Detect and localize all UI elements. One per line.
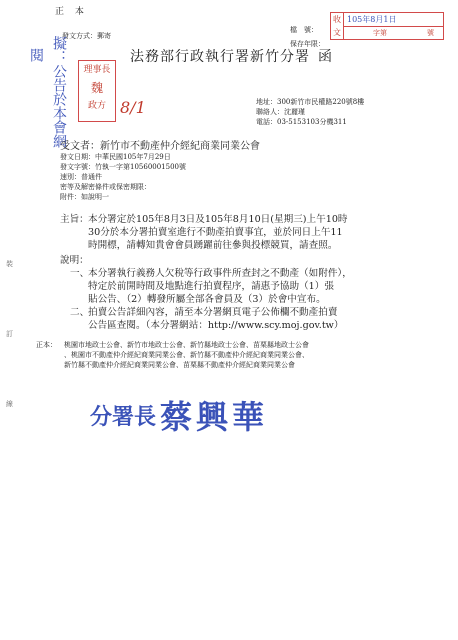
stamp-date: 105年8月1日 (347, 15, 397, 24)
issue-date: 發文日期：中華民國105年7月29日 (60, 153, 171, 161)
seal-line-3: 政方 (87, 101, 106, 111)
explanation-item-1-line-1: 本分署執行義務人欠稅等行政事件所查封之不動產（如附件）， (88, 268, 352, 279)
cc-label: 正本： (36, 341, 57, 349)
contact-phone: 電話：03-5153103分機311 (256, 118, 347, 126)
handwritten-instruction: 擬：公告於本會網 (51, 36, 67, 148)
explanation-item-1-line-2: 特定於前開時間及地點進行拍賣程序，請惠予協助（1）張 (88, 281, 334, 292)
file-number-label: 檔 號： (290, 26, 318, 34)
chairman-seal (78, 60, 116, 122)
document-type: 函 (318, 49, 333, 65)
binding-mark-3: 線 (6, 400, 13, 408)
received-stamp (330, 12, 444, 40)
agency-title: 法務部行政執行署新竹分署 (130, 49, 310, 65)
subject-line-2: 30分於本分署拍賣室進行不動產拍賣事宜，並於同日上午11 (88, 227, 343, 238)
stamp-number: 號 (427, 29, 434, 37)
attachment: 附件：如說明一 (60, 193, 109, 201)
subject-line-3: 時開標，請轉知貴會會員踴躍前往參與投標競買，請查照。 (88, 240, 338, 251)
document-grade: 正 本 (55, 7, 88, 17)
explanation-label: 說明： (60, 255, 89, 266)
recipient-name: 新竹市不動產仲介經紀商業同業公會 (100, 141, 260, 152)
issue-number: 發文字號：竹執一字第10560001500號 (60, 163, 186, 171)
security-level: 密等及解密條件或保密期限： (60, 183, 151, 191)
read-mark: 閱 (28, 48, 44, 62)
signature-name: 蔡興華 (160, 398, 269, 436)
cc-line-3: 新竹縣不動產仲介經紀商業同業公會、苗栗縣不動產仲介經紀商業同業公會 (64, 361, 295, 369)
stamp-word: 字第 (373, 29, 387, 37)
recipient-label: 受文者： (60, 141, 100, 152)
contact-address: 地址：300新竹市民權路220號8樓 (256, 98, 365, 106)
explanation-item-2-number: 二、 (70, 307, 90, 318)
speed-class: 速別：普通件 (60, 173, 102, 181)
binding-mark-1: 裝 (6, 260, 13, 268)
subject-label: 主旨： (60, 214, 89, 225)
seal-line-1: 理事長 (83, 65, 111, 75)
cc-line-1: 桃園市地政士公會、新竹市地政士公會、新竹縣地政士公會、苗栗縣地政士公會 (64, 341, 309, 349)
explanation-item-2-line-2: 公告區查閱。（本分署網站：http://www.scy.moj.gov.tw） (88, 320, 344, 331)
stamp-receive-label: 收 (333, 15, 341, 24)
explanation-item-1-line-3: 貼公告、（2）轉發所屬全部各會員及（3）於會中宣布。 (88, 294, 326, 305)
explanation-item-1-number: 一、 (70, 268, 90, 279)
stamp-document-label: 文 (333, 28, 341, 37)
cc-line-2: 、桃園市不動產仲介經紀商業同業公會、新竹縣不動產仲介經紀商業同業公會、 (64, 351, 309, 359)
subject-line-1: 本分署定於105年8月3日及105年8月10日(星期三)上午10時 (88, 214, 348, 225)
retention-label: 保存年限： (290, 40, 325, 48)
signature-title: 分署長 (90, 404, 157, 430)
explanation-item-2-line-1: 拍賣公告詳細內容，請至本分署網頁電子公佈欄不動產拍賣 (88, 307, 338, 318)
contact-person: 聯絡人：沈麗瑾 (256, 108, 305, 116)
seal-line-2: 魏 (90, 81, 103, 95)
delivery-method: 發文方式：郵寄 (62, 32, 111, 40)
handwritten-date: 8/1 (120, 98, 146, 117)
binding-mark-2: 訂 (6, 330, 13, 338)
